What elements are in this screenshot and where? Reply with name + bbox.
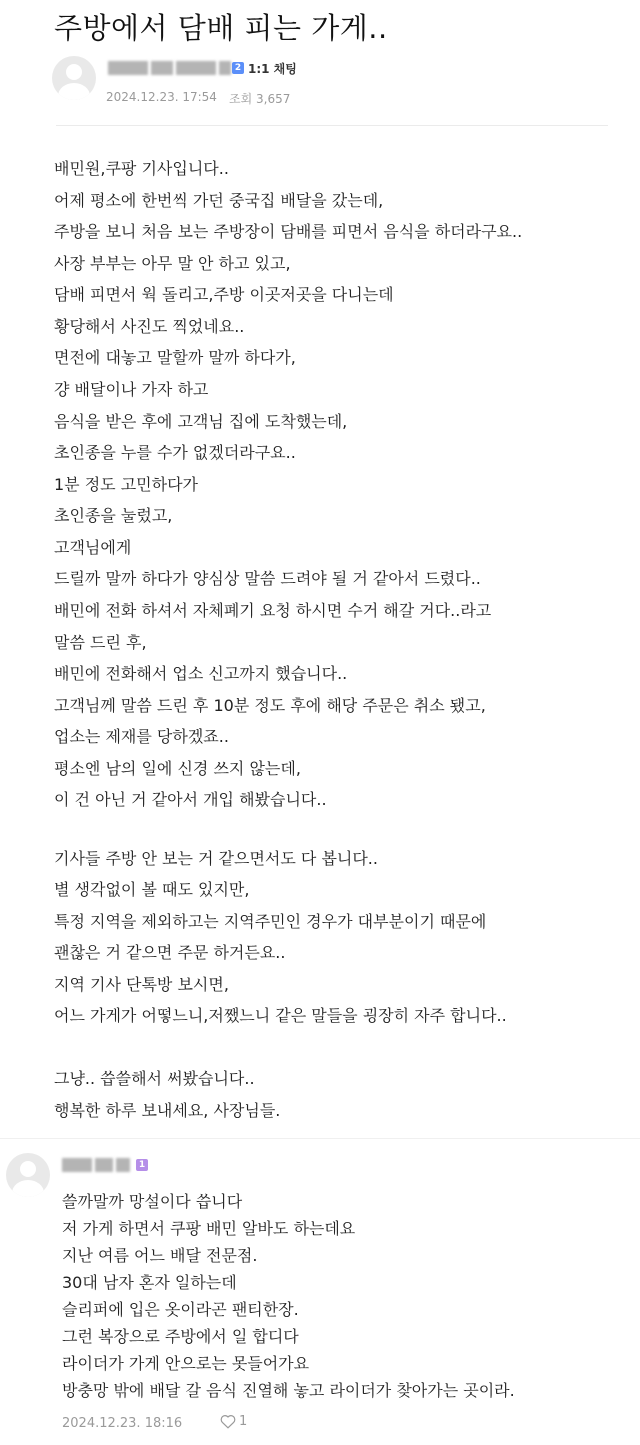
body-line: 담배 피면서 웍 돌리고,주방 이곳저곳을 다니는데	[54, 285, 394, 304]
author-level-badge: 2	[232, 62, 244, 74]
post-date: 2024.12.23. 17:54	[106, 90, 217, 104]
body-line: 평소엔 남의 일에 신경 쓰지 않는데,	[54, 759, 301, 778]
post-title: 주방에서 담배 피는 가게..	[54, 11, 388, 45]
body-line: 기사들 주방 안 보는 거 같으면서도 다 봅니다..	[54, 849, 378, 868]
body-line: 주방을 보니 처음 보는 주방장이 담배를 피면서 음식을 하더라구요..	[54, 222, 523, 241]
author-avatar[interactable]	[52, 56, 96, 100]
body-line: 드릴까 말까 하다가 양심상 말씀 드려야 될 거 같아서 드렸다..	[54, 569, 481, 588]
body-line: 배민에 전화 하셔서 자체폐기 요청 하시면 수거 해갈 거다..라고	[54, 601, 492, 620]
body-line: 황당해서 사진도 찍었네요..	[54, 317, 245, 336]
body-line: 1분 정도 고민하다가	[54, 475, 198, 494]
body-line: 그냥.. 씁쓸해서 써봤습니다..	[54, 1069, 255, 1088]
comment-line: 방충망 밖에 배달 갈 음식 진열해 놓고 라이더가 찾아가는 곳이라.	[62, 1381, 515, 1400]
body-line: 업소는 제재를 당하겠죠..	[54, 727, 229, 746]
commenter-name-blurred[interactable]	[62, 1158, 130, 1172]
comment-line: 그런 복장으로 주방에서 일 합디다	[62, 1327, 299, 1346]
body-line: 초인종을 눌렀고,	[54, 506, 173, 525]
body-line: 별 생각없이 볼 때도 있지만,	[54, 880, 250, 899]
body-line: 고객님에게	[54, 538, 132, 557]
post-views: 조회 3,657	[229, 92, 291, 106]
body-line: 배민에 전화해서 업소 신고까지 했습니다..	[54, 664, 348, 683]
body-line: 초인종을 누를 수가 없겠더라구요..	[54, 443, 296, 462]
comment-line: 슬리퍼에 입은 옷이라곤 팬티한장.	[62, 1300, 299, 1319]
comment-date: 2024.12.23. 18:16	[62, 1416, 183, 1431]
comment-line: 지난 여름 어느 배달 전문점.	[62, 1246, 258, 1265]
commenter-level-badge: 1	[136, 1159, 148, 1171]
comment-line: 쓸까말까 망설이다 씁니다	[62, 1192, 243, 1211]
body-line: 배민원,쿠팡 기사입니다..	[54, 159, 229, 178]
author-name-blurred[interactable]	[108, 61, 231, 75]
comment-line: 30대 남자 혼자 일하는데	[62, 1273, 237, 1292]
like-count: 1	[239, 1414, 248, 1429]
body-line: 어느 가게가 어떻느니,저쨌느니 같은 말들을 굉장히 자주 합니다..	[54, 1006, 507, 1025]
commenter-avatar[interactable]	[6, 1153, 50, 1197]
heart-icon	[220, 1414, 236, 1429]
comment-line: 저 가게 하면서 쿠팡 배민 알바도 하는데요	[62, 1219, 356, 1238]
like-button[interactable]	[220, 1414, 247, 1429]
header-divider	[56, 125, 608, 126]
body-line: 말씀 드린 후,	[54, 633, 147, 652]
body-line: 걍 배달이나 가자 하고	[54, 380, 209, 399]
body-line: 면전에 대놓고 말할까 말까 하다가,	[54, 348, 296, 367]
body-line: 이 건 아닌 거 같아서 개입 해봤습니다..	[54, 790, 327, 809]
body-line: 지역 기사 단톡방 보시면,	[54, 975, 229, 994]
body-line: 특정 지역을 제외하고는 지역주민인 경우가 대부분이기 때문에	[54, 912, 487, 931]
body-line: 음식을 받은 후에 고객님 집에 도착했는데,	[54, 412, 348, 431]
body-line: 고객님께 말씀 드린 후 10분 정도 후에 해당 주문은 취소 됐고,	[54, 696, 486, 715]
chat-button[interactable]: 1:1 채팅	[248, 62, 297, 76]
comment-divider	[0, 1138, 640, 1139]
body-line: 사장 부부는 아무 말 안 하고 있고,	[54, 254, 291, 273]
body-line: 어제 평소에 한번씩 가던 중국집 배달을 갔는데,	[54, 191, 384, 210]
body-line: 괜찮은 거 같으면 주문 하거든요..	[54, 943, 286, 962]
body-line: 행복한 하루 보내세요, 사장님들.	[54, 1101, 281, 1120]
comment-line: 라이더가 가게 안으로는 못들어가요	[62, 1354, 310, 1373]
